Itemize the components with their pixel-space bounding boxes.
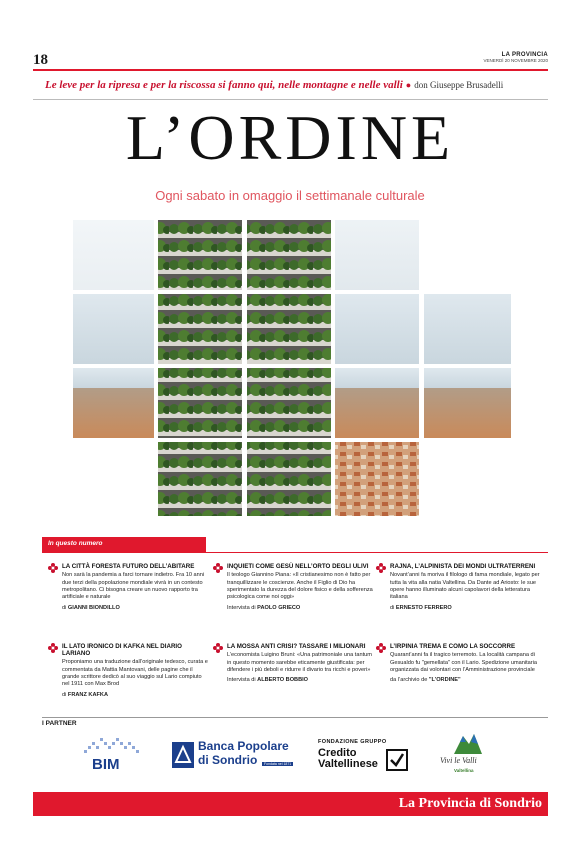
cv-check-icon xyxy=(386,749,408,771)
article-title: RAJNA, L’ALPINISTA DEI MONDI ULTRATERRENI xyxy=(390,563,536,570)
bim-mountains-icon xyxy=(78,736,150,758)
vivi-le-valli-logo[interactable] xyxy=(440,730,510,778)
flower-icon xyxy=(48,643,58,653)
flower-icon xyxy=(376,643,386,653)
article-item[interactable] xyxy=(213,643,373,683)
quote-author: don Giuseppe Brusadelli xyxy=(414,80,504,90)
cv-name-line1: Credito xyxy=(318,747,357,759)
flower-icon xyxy=(48,563,58,573)
article-body: L’economista Luigino Bruni: «Una patrimoniale una tantum in questo momento sarebbe eticamente giustificata: per difendere i più deboli e ridurre il divario tra ricchi e poveri» xyxy=(227,652,372,673)
page-number: 18 xyxy=(33,52,48,68)
vivi-name: Vivi le Valli xyxy=(440,756,477,765)
flower-icon xyxy=(213,643,223,653)
bim-name: BIM xyxy=(92,756,120,773)
paper-name: LA PROVINCIA xyxy=(501,52,548,58)
article-item[interactable] xyxy=(48,563,208,611)
article-title: LA CITTÀ FORESTA FUTURO DELL’ABITARE xyxy=(62,563,195,570)
bps-name-line2: di Sondrio xyxy=(198,753,258,767)
article-body: Quarant’anni fa il tragico terremoto. La località campana di Gesualdo fu "gemellata" con il Lario. Spedizione umanitaria organizzata dai volontari con l’Amministrazione provinciale xyxy=(390,652,538,673)
article-item[interactable] xyxy=(213,563,373,611)
bps-emblem-icon xyxy=(172,742,194,768)
masthead-subtitle: Ogni sabato in omaggio il settimanale culturale xyxy=(155,188,425,203)
article-credit: Intervista di ALBERTO BOBBIO xyxy=(227,677,309,684)
article-title: L’IRPINIA TREMA E COMO LA SOCCORRE xyxy=(390,643,516,650)
bps-tag: Fondata nel 1871 xyxy=(264,762,292,766)
paper-date: VENERDÌ 20 NOVEMBRE 2020 xyxy=(483,57,548,63)
article-title: IL LATO IRONICO DI KAFKA NEL DIARIO LARIANO xyxy=(62,643,182,658)
article-body: Novant’anni fa moriva il filologo di fama mondiale, legato per tutta la vita alla natia Valtellina. Da Dante ad Ariosto: le sue opere hanno illuminato alcuni capolavori della letteratura italiana xyxy=(390,572,540,601)
cv-foundation: FONDAZIONE GRUPPO xyxy=(318,739,387,745)
cover-photo xyxy=(73,220,511,516)
flower-icon xyxy=(376,563,386,573)
section-rule xyxy=(42,552,548,553)
article-body: Non sarà la pandemia a farci tornare indietro. Fra 10 anni due terzi della popolazione mondiale vivrà in un contesto metropolitano. Ci bisogna creare un nuovo rapporto tra artificiale e naturale xyxy=(62,572,205,601)
quote-bar xyxy=(33,71,548,99)
article-credit: di ERNESTO FERRERO xyxy=(390,604,452,611)
partner-label: I PARTNER xyxy=(42,720,77,727)
quote-text: Le leve per la ripresa e per la riscossa si fanno qui, nelle montagne e nelle valli xyxy=(45,79,403,91)
article-credit: da l’archivio de "L’ORDINE" xyxy=(390,677,461,684)
flower-icon xyxy=(213,563,223,573)
paper-header xyxy=(483,52,548,64)
valley-mountain-icon xyxy=(454,730,482,754)
masthead-title: L’ORDINE xyxy=(125,102,455,173)
bps-logo[interactable] xyxy=(172,740,294,774)
cv-name-line2: Valtellinese xyxy=(318,758,378,770)
section-tab: In questo numero xyxy=(42,537,206,552)
article-title: LA MOSSA ANTI CRISI? TASSARE I MILIONARI xyxy=(227,643,366,650)
article-body: Il teologo Giannino Piana: «Il cristianesimo non è fatto per tranquillizzare le coscienze. Anche il Figlio di Dio ha sperimentato la durezza del dolore fisico e della sofferenza psicologica come noi oggi» xyxy=(227,572,373,601)
credito-valtellinese-logo[interactable] xyxy=(318,739,418,775)
quote-rule xyxy=(33,99,548,100)
article-credit: Intervista di PAOLO GRIECO xyxy=(227,604,301,611)
vivi-sub: Valtellina xyxy=(454,768,474,773)
article-credit: di FRANZ KAFKA xyxy=(62,691,109,698)
article-title: INQUIETI COME GESÙ NELL’ORTO DEGLI ULIVI xyxy=(227,563,369,570)
partner-rule xyxy=(42,717,548,718)
footer-title: La Provincia di Sondrio xyxy=(398,796,542,811)
bim-logo[interactable] xyxy=(78,736,150,776)
article-item[interactable] xyxy=(376,643,544,683)
article-credit: di GIANNI BIONDILLO xyxy=(62,604,120,611)
article-body: Proponiamo una traduzione dall’originale tedesco, curata e commentata da Mattia Mantovani, delle pagine che il grande scrittore dedicò al suo viaggio sul Lario compiuto nel 1911 con Max Brod xyxy=(62,659,208,688)
article-item[interactable] xyxy=(376,563,544,611)
article-item[interactable] xyxy=(48,643,208,698)
bullet-icon: ● xyxy=(405,80,412,90)
bps-name-line1: Banca Popolare xyxy=(198,739,289,753)
